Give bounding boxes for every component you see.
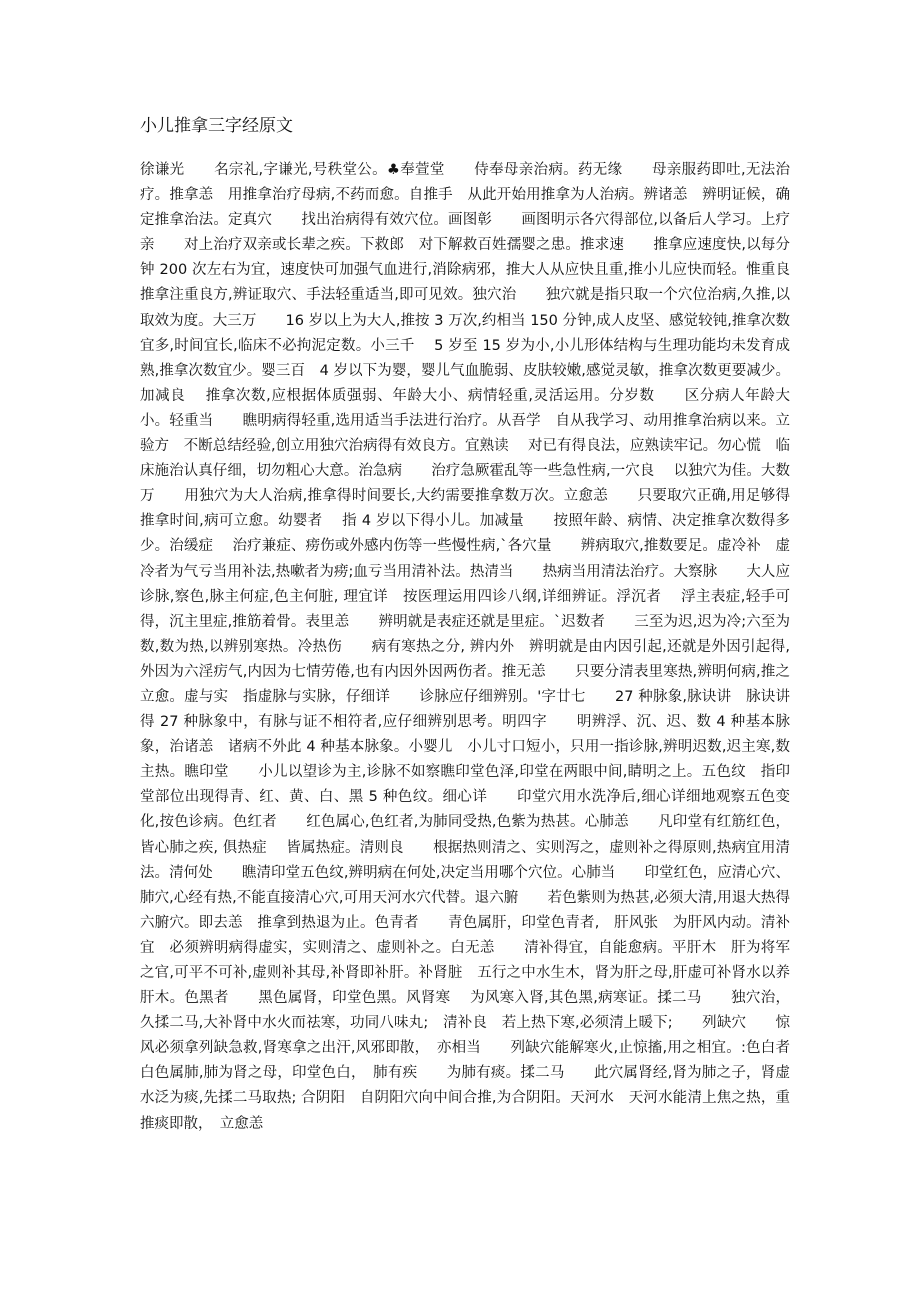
document-title: 小儿推拿三字经原文 bbox=[140, 116, 293, 136]
document-body-text: 徐谦光 名宗礼,字谦光,号秩堂公。♣奉萱堂 侍奉母亲治病。药无缘 母亲服药即吐,无法治疗。推拿恙 用推拿治疗母病,不药而愈。自推手 从此开始用推拿为人治病。辨诸恙 辨明证候，确定推拿治法。定真穴 找出治病得有效穴位。画图彰 画图明示各穴得部位,以备后人学习。上疗亲 对上治疗双亲或长辈之疾。下救郎 对下解救百姓孺婴之患。推求速 推拿应速度快,以每分钟 200 次左右为宜，速度快可加强气血进行,消除病邪，推大人从应快且重,推小儿应快而轻。惟重良 推拿注重良方,辨证取穴、手法轻重适当,即可见效。独穴治 独穴就是指只取一个穴位治病,久推,以取效为度。大三万 16 岁以上为大人,推按 3 万次,约相当 150 分钟,成人皮坚、感觉较钝,推拿次数宜多,时间宜长,临床不必拘泥定数。小三千 5 岁至 15 岁为小,小儿形体结构与生理功能均未发育成熟,推拿次数宜少。婴三百 4 岁以下为婴，婴儿气血脆弱、皮肤较嫩,感觉灵敏，推拿次数更要减少。加减良 推拿次数,应根据体质强弱、年龄大小、病情轻重,灵活运用。分岁数 区分病人年龄大小。轻重当 瞧明病得轻重,选用适当手法进行治疗。从吾学 自从我学习、动用推拿治病以来。立验方 不断总结经验,创立用独穴治病得有效良方。宜熟读 对已有得良法，应熟读牢记。勿心慌 临床施治认真仔细，切勿粗心大意。治急病 治疗急厥霍乱等一些急性病,一穴良 以独穴为佳。大数万 用独穴为大人治病,推拿得时间要长,大约需要推拿数万次。立愈恙 只要取穴正确,用足够得推拿时间,病可立愈。幼婴者 指 4 岁以下得小儿。加减量 按照年龄、病情、决定推拿次数得多少。治缓症 治疗兼症、痨伤或外感内伤等一些慢性病,`各穴量 辨病取穴,推数要足。虚冷补 虚冷者为气亏当用补法,热嗽者为痨;血亏当用清补法。热清当 热病当用清法治疗。大察脉 大人应诊脉,察色,脉主何症,色主何脏, 理宜详 按医理运用四诊八纲,详细辨证。浮沉者 浮主表症,轻手可得，沉主里症,推筋着骨。表里恙 辨明就是表症还就是里症。`迟数者 三至为迟,迟为冷;六至为数,数为热,以辨别寒热。冷热伤 病有寒热之分, 辨内外 辨明就是由内因引起,还就是外因引起得,外因为六淫疠气,内因为七情劳倦,也有内因外因两伤者。推无恙 只要分清表里寒热,辨明何病,推之立愈。虚与实 指虚脉与实脉，仔细详 诊脉应仔细辨别。'字廿七 27 种脉象,脉诀讲 脉诀讲得 27 种脉象中，有脉与证不相符者,应仔细辨别思考。明四字 明辨浮、沉、迟、数 4 种基本脉象，治诸恙 诸病不外此 4 种基本脉象。小婴儿 小儿寸口短小，只用一指诊脉,辨明迟数,迟主寒,数主热。瞧印堂 小儿以望诊为主,诊脉不如察瞧印堂色泽,印堂在两眼中间,睛明之上。五色纹 指印堂部位出现得青、红、黄、白、黑 5 种色纹。细心详 印堂穴用水洗净后,细心详细地观察五色变化,按色诊病。色红者 红色属心,色红者,为肺同受热,色紫为热甚。心肺恙 凡印堂有红筋红色，皆心肺之疾, 俱热症 皆属热症。清则良 根据热则清之、实则泻之，虚则补之得原则,热病宜用清法。清何处 瞧清印堂五色纹,辨明病在何处,决定当用哪个穴位。心肺当 印堂红色，应清心穴、肺穴,心经有热,不能直接清心穴,可用天河水穴代替。退六腑 若色紫则为热甚,必须大清,用退大热得六腑穴。即去恙 推拿到热退为止。色青者 青色属肝，印堂色青者, 肝风张 为肝风内动。清补宜 必须辨明病得虚实，实则清之、虚则补之。白无恙 清补得宜，自能愈病。平肝木 肝为将军之官,可平不可补,虚则补其母,补肾即补肝。补肾脏 五行之中水生木，肾为肝之母,肝虚可补肾水以养肝木。色黑者 黑色属肾，印堂色黑。风肾寒 为风寒入肾,其色黑,病寒证。揉二马 独穴治，久揉二马,大补肾中水火而祛寒，功同八味丸; 清补良 若上热下寒,必须清上暖下; 列缺穴 惊风必须拿列缺急救,肾寒拿之出汗,风邪即散， 亦相当 列缺穴能解寒火,止惊搐,用之相宜。:色白者 白色属肺,肺为肾之母，印堂色白， 肺有疾 为肺有痰。揉二马 此穴属肾经,肾为肺之子，肾虚水泛为痰,先揉二马取热; 合阴阳 自阴阳穴向中间合推,为合阴阳。天河水 天河水能清上焦之热，重推痰即散， 立愈恙 bbox=[140, 162, 819, 1132]
